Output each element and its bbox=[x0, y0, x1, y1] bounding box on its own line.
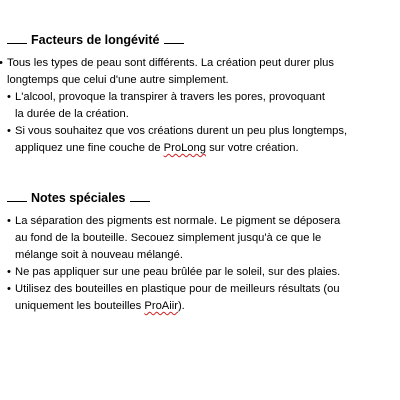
text-segment: sur votre création. bbox=[205, 142, 299, 154]
list-item bbox=[7, 264, 394, 281]
list-item-line: mélange soit à nouveau mélangé. bbox=[15, 249, 183, 261]
heading-text: Notes spéciales bbox=[31, 191, 126, 205]
list-item-line: • La séparation des pigments est normale. Le pigment se déposera bbox=[15, 215, 341, 227]
heading-blank-left bbox=[7, 190, 27, 202]
section-heading-special-notes bbox=[7, 190, 394, 206]
heading-blank-left bbox=[7, 32, 27, 44]
list-item-line: au fond de la bouteille. Secouez simplement jusqu'à ce que le bbox=[15, 232, 322, 244]
brand-name-prolong: ProLong bbox=[163, 142, 206, 154]
heading-blank-right bbox=[164, 32, 184, 44]
heading-text: Facteurs de longévité bbox=[31, 33, 160, 47]
list-item bbox=[7, 123, 394, 157]
section-heading-longevity bbox=[7, 32, 394, 48]
list-item-line: • Tous les types de peau sont différents. La création peut durer plus bbox=[7, 57, 334, 69]
list-item-line: • Ne pas appliquer sur une peau brûlée par le soleil, sur des plaies. bbox=[15, 266, 341, 278]
list-item bbox=[7, 281, 394, 315]
special-notes-section bbox=[7, 190, 394, 315]
brand-name-proaiir: ProAiir bbox=[144, 300, 178, 312]
text-segment: ). bbox=[177, 300, 185, 312]
list-item bbox=[7, 213, 394, 264]
list-item-line: la durée de la création. bbox=[15, 108, 129, 120]
list-item-line bbox=[15, 298, 394, 315]
list-item-line bbox=[15, 140, 394, 157]
list-item bbox=[7, 89, 394, 123]
heading-blank-right bbox=[130, 190, 150, 202]
longevity-bullet-list bbox=[7, 55, 394, 157]
list-item bbox=[7, 55, 394, 89]
text-segment: uniquement les bouteilles bbox=[15, 300, 145, 312]
list-item-line: • Utilisez des bouteilles en plastique pour de meilleurs résultats (ou bbox=[15, 283, 340, 295]
special-notes-bullet-list bbox=[7, 213, 394, 315]
list-item-line: longtemps que celui d'une autre simplement. bbox=[7, 74, 229, 86]
list-item-line: • Si vous souhaitez que vos créations durent un peu plus longtemps, bbox=[15, 125, 348, 137]
text-segment: appliquez une fine couche de bbox=[15, 142, 164, 154]
list-item-line: • L'alcool, provoque la transpirer à travers les pores, provoquant bbox=[15, 91, 325, 103]
